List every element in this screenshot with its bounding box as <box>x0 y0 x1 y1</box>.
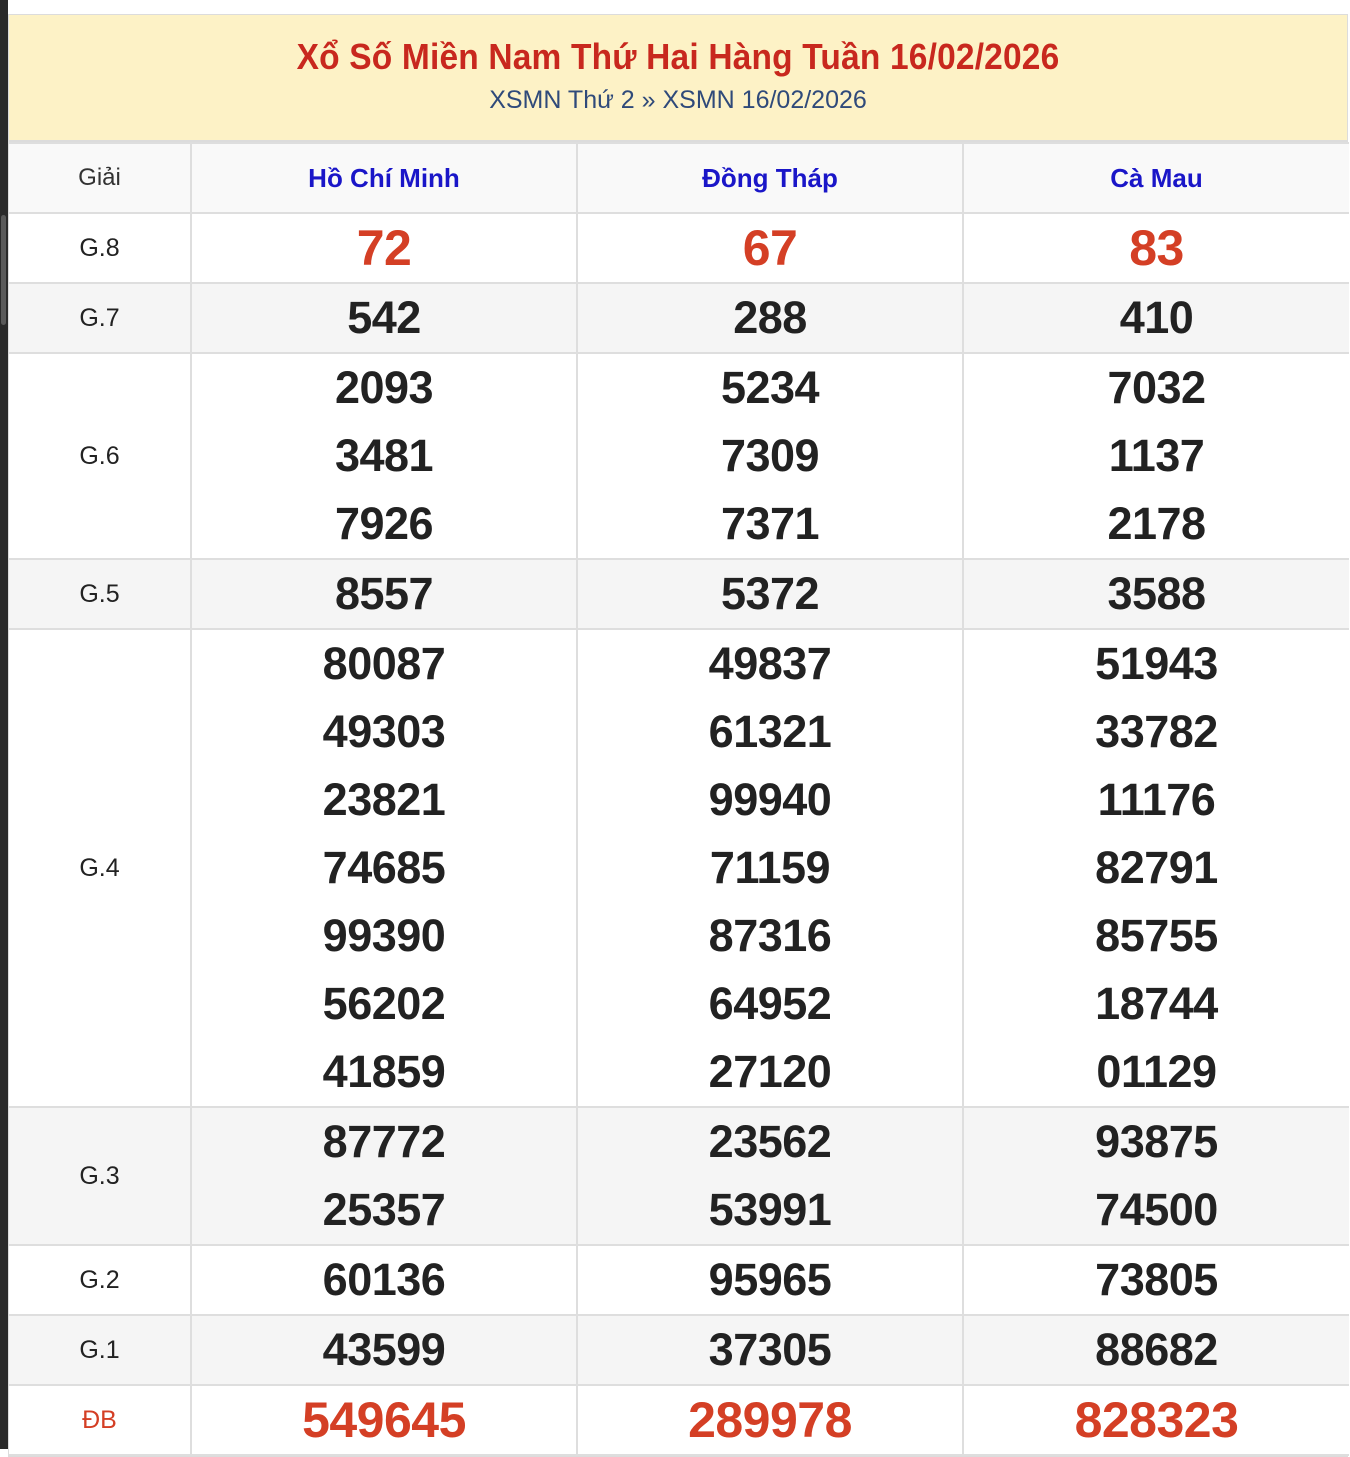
prize-cell <box>191 1315 577 1385</box>
prize-label: G.3 <box>9 1107 191 1245</box>
prize-number: 56202 <box>322 978 446 1029</box>
prize-number: 64952 <box>708 978 832 1029</box>
table-row-g2 <box>9 1245 1349 1315</box>
prize-number: 37305 <box>708 1324 832 1375</box>
table-row-g4 <box>9 629 1349 1107</box>
province-link-ho-chi-minh[interactable]: Hồ Chí Minh <box>308 162 460 193</box>
prize-cell <box>963 1107 1349 1245</box>
prize-number: 61321 <box>708 706 832 757</box>
prize-number: 71159 <box>709 842 831 893</box>
result-header <box>9 15 1347 142</box>
prize-cell <box>963 1385 1349 1455</box>
prize-cell <box>963 353 1349 559</box>
prize-cell <box>191 1245 577 1315</box>
column-header-prize: Giải <box>9 143 191 213</box>
prize-cell <box>963 629 1349 1107</box>
prize-number: 49303 <box>322 706 446 757</box>
prize-number: 53991 <box>708 1184 832 1235</box>
prize-label: G.8 <box>9 213 191 283</box>
prize-cell <box>191 1107 577 1245</box>
prize-number: 288 <box>733 292 807 343</box>
prize-number: 11176 <box>1097 774 1216 825</box>
prize-number: 7032 <box>1107 362 1206 413</box>
prize-number: 410 <box>1119 292 1194 343</box>
prize-cell <box>963 213 1349 283</box>
prize-number: 3588 <box>1107 568 1206 619</box>
column-header-dong-thap[interactable] <box>577 143 963 213</box>
special-prize-number: 549645 <box>302 1392 466 1448</box>
table-row-g8 <box>9 213 1349 283</box>
prize-number: 23821 <box>322 774 446 825</box>
prize-number: 49837 <box>708 638 832 689</box>
page-title: Xổ Số Miền Nam Thứ Hai Hàng Tuần 16/02/2026 <box>296 36 1060 77</box>
column-header-ca-mau[interactable] <box>963 143 1349 213</box>
prize-number: 72 <box>356 220 412 276</box>
prize-number: 2093 <box>334 362 434 413</box>
prize-cell <box>963 1315 1349 1385</box>
prize-cell <box>963 283 1349 353</box>
top-spacer <box>8 0 1350 14</box>
table-row-special-prize <box>9 1385 1349 1455</box>
breadcrumb <box>9 85 1347 115</box>
prize-number: 25357 <box>322 1184 446 1235</box>
prize-cell <box>577 629 963 1107</box>
prize-number: 67 <box>742 220 798 276</box>
prize-number: 542 <box>347 292 421 343</box>
prize-number: 7926 <box>334 498 434 549</box>
prize-label-special: ĐB <box>9 1385 191 1455</box>
prize-cell <box>963 1245 1349 1315</box>
prize-cell <box>963 559 1349 629</box>
prize-number: 23562 <box>708 1116 832 1167</box>
table-row-g3 <box>9 1107 1349 1245</box>
prize-label: G.2 <box>9 1245 191 1315</box>
prize-cell <box>577 1385 963 1455</box>
prize-cell <box>577 559 963 629</box>
prize-number: 85755 <box>1095 910 1218 961</box>
scrollbar-thumb[interactable] <box>1 215 6 325</box>
prize-cell <box>577 353 963 559</box>
prize-number: 83 <box>1129 220 1184 276</box>
prize-number: 3481 <box>334 430 434 481</box>
prize-number: 99940 <box>708 774 832 825</box>
prize-cell <box>191 353 577 559</box>
prize-number: 33782 <box>1095 706 1218 757</box>
prize-label: G.4 <box>9 629 191 1107</box>
prize-number: 82791 <box>1095 842 1218 893</box>
prize-cell <box>577 1245 963 1315</box>
prize-number: 80087 <box>322 638 446 689</box>
prize-number: 7371 <box>720 498 820 549</box>
prize-number: 5372 <box>720 568 820 619</box>
province-link-ca-mau[interactable]: Cà Mau <box>1110 162 1203 193</box>
prize-number: 74685 <box>322 842 446 893</box>
prize-number: 43599 <box>322 1324 446 1375</box>
prize-label: G.1 <box>9 1315 191 1385</box>
prize-number: 74500 <box>1095 1184 1218 1235</box>
prize-number: 8557 <box>334 568 434 619</box>
prize-number: 87772 <box>322 1116 446 1167</box>
prize-cell <box>577 213 963 283</box>
province-link-dong-thap[interactable]: Đồng Tháp <box>702 162 838 193</box>
prize-cell <box>577 283 963 353</box>
prize-number: 88682 <box>1095 1324 1218 1375</box>
breadcrumb-separator: » <box>634 86 663 114</box>
prize-number: 51943 <box>1095 638 1218 689</box>
prize-cell <box>191 213 577 283</box>
prize-number: 5234 <box>720 362 820 413</box>
prize-number: 41859 <box>322 1046 446 1097</box>
prize-cell <box>191 559 577 629</box>
window-left-edge <box>0 0 8 1449</box>
table-row-g6 <box>9 353 1349 559</box>
prize-number: 2178 <box>1107 498 1206 549</box>
prize-number: 93875 <box>1095 1116 1218 1167</box>
prize-number: 1137 <box>1108 430 1205 481</box>
prize-number: 01129 <box>1096 1046 1217 1097</box>
breadcrumb-link-xsmn-date[interactable]: XSMN 16/02/2026 <box>662 86 867 114</box>
prize-number: 18744 <box>1095 978 1218 1029</box>
prize-number: 99390 <box>322 910 446 961</box>
table-row-g5 <box>9 559 1349 629</box>
special-prize-number: 828323 <box>1074 1392 1239 1448</box>
prize-cell <box>191 1385 577 1455</box>
prize-cell <box>191 283 577 353</box>
special-prize-number: 289978 <box>688 1392 852 1448</box>
prize-number: 87316 <box>708 910 832 961</box>
prize-number: 27120 <box>708 1046 832 1097</box>
prize-number: 95965 <box>708 1254 832 1305</box>
prize-cell <box>577 1315 963 1385</box>
prize-label: G.6 <box>9 353 191 559</box>
prize-cell <box>191 629 577 1107</box>
prize-cell <box>577 1107 963 1245</box>
prize-number: 60136 <box>322 1254 446 1305</box>
column-header-ho-chi-minh[interactable] <box>191 143 577 213</box>
prize-number: 73805 <box>1095 1254 1218 1305</box>
table-row-g1 <box>9 1315 1349 1385</box>
lottery-result-box <box>8 14 1348 1457</box>
prize-number: 7309 <box>720 430 820 481</box>
breadcrumb-link-xsmn-thu-2[interactable]: XSMN Thứ 2 <box>489 86 635 114</box>
table-row-g7 <box>9 283 1349 353</box>
prize-label: G.5 <box>9 559 191 629</box>
table-header-row <box>9 143 1349 213</box>
prize-label: G.7 <box>9 283 191 353</box>
results-table <box>9 142 1349 1456</box>
